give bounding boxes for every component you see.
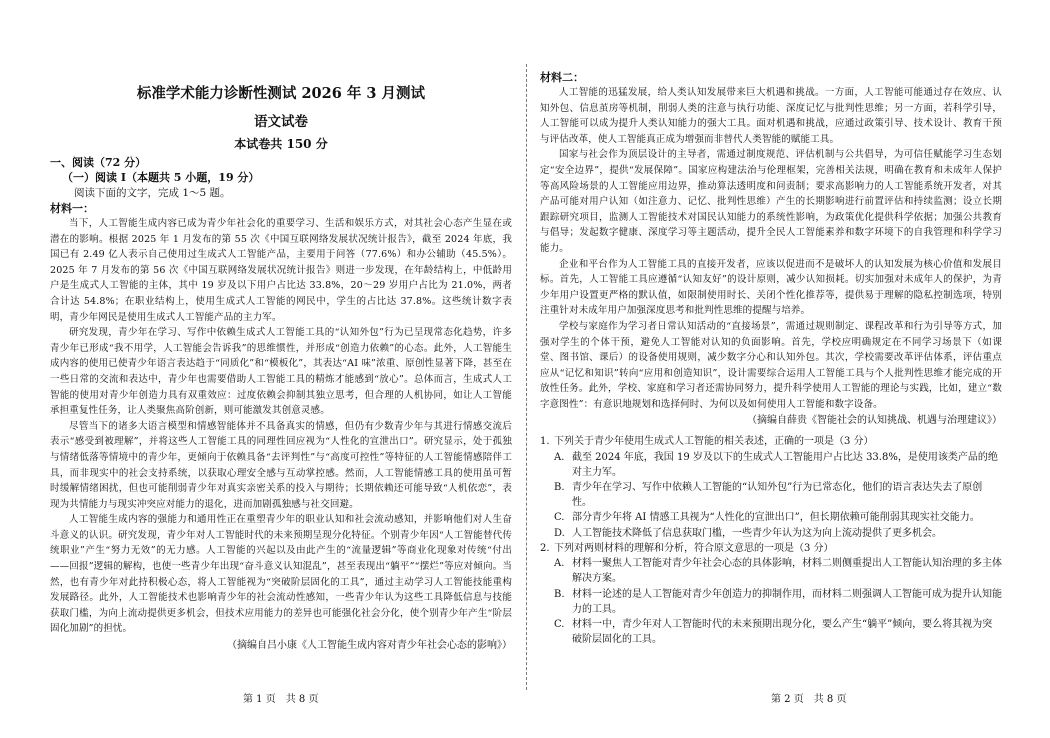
section-heading: 一、阅读（72 分） xyxy=(50,156,147,169)
option-d[interactable] xyxy=(554,526,1002,541)
option-text: 人工智能技术降低了信息获取门槛，一些青少年认为这为向上流动提供了更多机会。 xyxy=(572,527,942,539)
question-stem: 下列对两则材料的理解和分析，符合原文意思的一项是（3 分） xyxy=(554,542,834,554)
material-2-paragraph: 国家与社会作为顶层设计的主导者，需通过制度规范、评估机制与公共倡导，为可信任赋能学习生态划定“安全边界”，提供“发展保障”。国家应构建法治与伦理框架，完善相关法规，明确在教育和未成年人保护等高风险场景的人工智能应用边界，推动算法透明度和问责制；要求高影响力的人工智能系统开发者，对其产品可能对用户认知（如注意力、记忆、批判性思维）产生的长期影响进行前置评估和持续监测；设立长期跟踪研究项目，监测人工智能技术对国民认知能力的系统性影响，为政策优化提供科学依据；加强公共教育与倡导；发起数字健康、深度学习等主题活动，提升全民人工智能素养和数字环境下的自我管理和科学学习能力。 xyxy=(540,149,1002,254)
material-1-label: 材料一： xyxy=(50,202,94,215)
option-c[interactable] xyxy=(554,617,1002,647)
option-text: 部分青少年将 AI 情感工具视为“人性化的宣泄出口”，但长期依赖可能削弱其现实社交能力。 xyxy=(572,512,980,524)
option-text: 截至 2024 年底，我国 19 岁及以下的生成式人工智能用户占比达 33.8%，是使用该类产品的绝对主力军。 xyxy=(572,451,998,478)
material-2-paragraph: 学校与家庭作为学习者日常认知活动的“直接场景”，需通过规则制定、课程改革和行为引导等方式，加强对学生的个体干预，避免人工智能对认知的负面影响。首先，学校应明确规定在不同学习场景下（如课堂、图书馆、课后）的设备使用规则，减少数字分心和认知外包。其次，学校需要改革评估体系，评估重点应从“记忆和知识”转向“应用和创造知识”，设计需要综合运用人工智能工具与个人批判性思维才能完成的开放性任务。此外，学校、家庭和学习者还需协同努力，提升科学使用人工智能的理论与实践，比如，建立“数字意图性”：有意识地规划和选择何时、为何以及如何使用人工智能和数字设备。 xyxy=(540,320,1002,410)
column-divider xyxy=(526,64,527,690)
option-text: 材料一论述的是人工智能对青少年创造力的抑制作用，而材料二则强调人工智能可成为提升认知能力的工具。 xyxy=(572,588,1002,615)
option-b[interactable] xyxy=(554,587,1002,617)
material-1-paragraph: 人工智能生成内容的强能力和通用性正在重塑青少年的职业认知和社会流动感知，并影响他们对人生奋斗意义的认识。研究发现，青少年对人工智能时代的未来预期呈现分化特征。个别青少年因“人工智能替代传统职业”产生“努力无效”的无力感。人工智能的兴起以及由此产生的“流量逻辑”等商业化现象对传统“付出——回报”逻辑的解构，也使一些青少年出现“奋斗意义认知混乱”，甚至表现出“躺平”“摆烂”等应对倾向。当然，也有青少年对此持积极心态，将人工智能视为“突破阶层固化的工具”，通过主动学习人工智能技能重构发展路径。此外，人工智能技术也影响青少年的社会流动性感知，一些青少年认为这些工具降低信息与技能获取门槛，为向上流动提供更多机会，但技术应用能力的差异也可能强化社会分化，使个别青少年产生“阶层固化加剧”的担忧。 xyxy=(50,514,512,635)
material-1-source: （摘编自吕小康《人工智能生成内容对青少年社会心态的影响》） xyxy=(227,640,512,652)
page-1-column xyxy=(50,70,512,659)
material-1-paragraph: 当下，人工智能生成内容已成为青少年社会化的重要学习、生活和娱乐方式，对其社会心态产生显在或潜在的影响。根据 2025 年 1 月发布的第 55 次《中国互联网络发展状况统计报告》，截至 2024 年底，我国已有 2.49 亿人表示自己使用过生成式人工智能产品，主要用于问答（77.6%）和办公辅助（45.5%）。2025 年 7 月发布的第 56 次《中国互联网络发展状况统计报告》则进一步发现，在年龄结构上，中低龄用户是生成式人工智能的主体，其中 19 岁及以下用户占比达 33.8%，20～29 岁用户占比为 21.0%，两者合计达 54.8%；在职业结构上，使用生成式人工智能的网民中，学生的占比达 37.8%。这些统计数字表明，青少年网民是使用生成式人工智能产品的主力军。 xyxy=(50,218,512,323)
material-2-paragraph: 企业和平台作为人工智能工具的直接开发者，应该以促进而不是破坏人的认知发展为核心价值和发展目标。首先，人工智能工具应遵循“认知友好”的设计原则，减少认知损耗。切实加强对未成年人的保护，为青少年用户设置更严格的默认值，如限制使用时长、关闭个性化推荐等，提供易于理解的隐私控制选项，特别注重针对未成年用户加强深度思考和批判性思维的提醒与培养。 xyxy=(540,258,1002,317)
option-text: 青少年在学习、写作中依赖人工智能的“认知外包”行为已常态化，他们的语言表达失去了原创性。 xyxy=(572,482,983,509)
exam-title: 标准学术能力诊断性测试 2026 年 3 月测试 xyxy=(136,85,426,102)
option-letter: B. xyxy=(554,588,565,600)
question-stem: 下列关于青少年使用生成式人工智能的相关表述，正确的一项是（3 分） xyxy=(554,436,874,448)
option-text: 材料一中，青少年对人工智能时代的未来预期出现分化，要么产生“躺平”倾向，要么将其视为突破阶层固化的工具。 xyxy=(572,618,993,646)
reading-instruction: 阅读下面的文字，完成 1～5 题。 xyxy=(74,187,231,199)
page-2-column xyxy=(540,70,1002,647)
total-score: 本试卷共 150 分 xyxy=(234,137,328,151)
option-a[interactable] xyxy=(554,450,1002,480)
option-letter: A. xyxy=(554,558,565,570)
page-2-footer: 第 2 页 共 8 页 xyxy=(771,694,847,705)
option-c[interactable] xyxy=(554,510,1002,525)
option-letter: B. xyxy=(554,482,565,494)
question-2 xyxy=(540,541,1002,647)
question-number: 2. xyxy=(540,542,550,554)
option-a[interactable] xyxy=(554,556,1002,586)
option-letter: D. xyxy=(554,527,565,539)
material-1-paragraph: 研究发现，青少年在学习、写作中依赖生成式人工智能工具的“认知外包”行为已呈现常态化趋势，许多青少年已形成“我不用学，人工智能会告诉我”的思维惯性，并形成“创造力依赖”的心态。此外，人工智能生成内容的使用已使青少年语言表达趋于“同质化”和“模板化”，其表达“AI 味”浓重、原创性显著下降，甚至在一些日常的交流和表达中，青少年也需要借助人工智能工具的精炼才能感到“放心”。总体而言，生成式人工智能的使用对青少年创造力具有双重效应：过度依赖会抑制其独立思考，但合理的人机协同，如让人工智能承担重复性任务，让人类聚焦高阶创新，则可能激发其创意灵感。 xyxy=(50,327,512,417)
subsection-heading: （一）阅读 Ⅰ（本题共 5 小题，19 分） xyxy=(62,171,260,184)
question-number: 1. xyxy=(540,436,550,448)
subject-title: 语文试卷 xyxy=(254,114,308,130)
page-1-footer: 第 1 页 共 8 页 xyxy=(243,694,319,705)
material-2-paragraph: 人工智能的迅猛发展，给人类认知发展带来巨大机遇和挑战。一方面，人工智能可能通过存在效应、认知外包、信息茧房等机制，削弱人类的注意与执行功能、深度记忆与批判性思维；另一方面，若科学引导，人工智能可以成为提升人类认知能力的强大工具。面对机遇和挑战，应通过政策引导、技术设计、教育干预与评估改革，使人工智能真正成为增强而非替代人类智能的赋能工具。 xyxy=(540,87,1002,145)
option-letter: A. xyxy=(554,451,565,463)
option-letter: C. xyxy=(554,512,565,524)
option-letter: C. xyxy=(554,618,565,630)
option-text: 材料一聚焦人工智能对青少年社会心态的具体影响，材料二则侧重提出人工智能认知治理的多主体解决方案。 xyxy=(572,558,1002,585)
question-1 xyxy=(540,434,1002,540)
option-b[interactable] xyxy=(554,480,1002,510)
material-2-label: 材料二： xyxy=(540,71,584,84)
material-2-source: （摘编自薛贵《智能社会的认知挑战、机遇与治理建议》） xyxy=(747,415,1002,427)
material-1-paragraph: 尽管当下的诸多大语言模型和情感智能体并不具备真实的情感，但仍有少数青少年与其进行情感交流后表示“感受到被理解”，并将这些人工智能工具的同理性回应视为“人性化的宣泄出口”。研究显示，处于孤独与情绪低落等情境中的青少年，更倾向于依赖具备“去评判性”与“高度可控性”等特征的人工智能情感陪伴工具，而非现实中的社会支持系统，以获取心理安全感与互动掌控感。然而，人工智能情感工具的使用虽可暂时缓解情绪困扰，但也可能削弱青少年对真实亲密关系的投入与期待；长期依赖还可能导致“人机依恋”，表现为共情能力与现实冲突应对能力的退化，进而加剧孤独感与社交回避。 xyxy=(50,420,512,510)
